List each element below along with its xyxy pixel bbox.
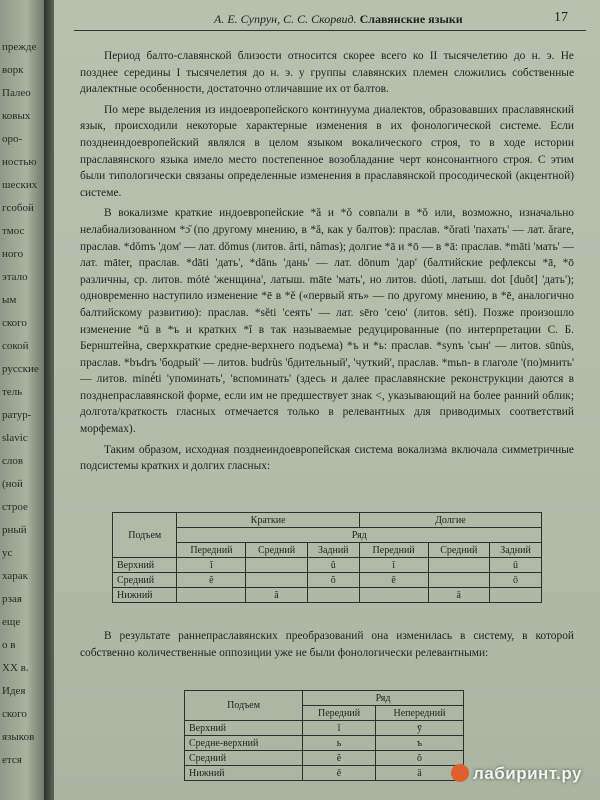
table-cell: ă [246,588,308,603]
header-authors: А. Е. Супрун, С. С. Скорвид. [214,12,357,26]
row-label: Верхний [113,558,177,573]
left-page-fragment: ного [2,248,24,260]
left-page-fragment: тмос [2,225,25,237]
table-cell [490,588,542,603]
left-page-fragment: гсобой [2,202,34,214]
table-cell [428,573,490,588]
left-page-fragment: ковых [2,110,31,122]
table-cell [246,573,308,588]
left-page-fragment: ус [2,547,13,559]
left-page-fragment: еще [2,616,21,628]
paragraph-after-table [80,628,574,661]
left-page-fragment: прежде [2,41,37,53]
table2-col: Передний [303,706,376,721]
table-cell: ě [303,766,376,781]
left-page-fragment: ется [2,754,22,766]
table1-long-header: Долгие [359,513,541,528]
left-page-fragment: этало [2,271,28,283]
left-page-fragment: Палео [2,87,31,99]
row-label: Нижний [185,766,303,781]
vowel-table-2 [184,690,464,781]
table2-ryad-header: Ряд [303,691,464,706]
paragraph-1: Период балто-славянской близости относится скорее всего ко II тысячелетию до н. э. Не позднее середины I тысячелетия до н. э. у группы славянских племен сложились собственные диалектные особенности, достаточно отличавшие их от балтов. [80,50,574,96]
left-page-fragment: slavic [2,432,28,444]
left-page-fragment: Идея [2,685,26,697]
table-row [185,721,464,736]
table-cell: ь [303,736,376,751]
left-page-fragment: ратур- [2,409,32,421]
left-page-fragment: шеских [2,179,38,191]
table-row [185,751,464,766]
paragraph-2: По мере выделения из индоевропейского континуума диалектов, образовавших праславянский язык, происходили некоторые характерные изменения в их фонологической системе. Если позднеиндоевропейский являлся в целом языком вокалического строя, то в ходе истории праславянского языка имело место постепенное возобладание черт консонантного строя. С этим были типологически связаны определенные изменения в праславянской просодической (акцентной) системе. [80,103,574,199]
table-cell: ŏ [375,751,463,766]
table-cell [359,588,428,603]
table-cell: ō [490,573,542,588]
header-title: Славянские языки [359,12,463,26]
table1-col: Передний [177,543,246,558]
left-page-fragment: рзая [2,593,22,605]
left-page-edge [0,0,44,800]
table-row [185,736,464,751]
table1-short-header: Краткие [177,513,359,528]
left-page-fragment: ского [2,708,27,720]
table-cell: ŏ [307,573,359,588]
paragraph-5: В результате раннепраславянских преобразований она изменилась в систему, в которой собственно количественные оппозиции уже не были фонологически релевантными: [80,630,574,659]
left-page-fragment: харак [2,570,28,582]
table-cell: ĕ [303,751,376,766]
table-cell [307,588,359,603]
table-cell [177,588,246,603]
main-text [80,48,574,479]
table-cell: ȳ [375,721,463,736]
table1-ryad-header: Ряд [177,528,542,543]
table-cell [428,558,490,573]
table-cell: ĕ [177,573,246,588]
left-page-fragment: о в [2,639,16,651]
table-row [113,558,542,573]
left-page-fragment: языков [2,731,35,743]
watermark-text: лабиринт.ру [473,764,582,783]
row-label: Верхний [185,721,303,736]
table-cell [246,558,308,573]
table-cell: ā [428,588,490,603]
table-cell: ē [359,573,428,588]
page-number: 17 [554,10,568,25]
table1-col: Передний [359,543,428,558]
table1-col: Задний [307,543,359,558]
book-page [54,0,600,800]
table1-col: Задний [490,543,542,558]
left-page-fragment: ым [2,294,17,306]
paragraph-4: Таким образом, исходная позднеиндоевропейская система вокализма включала симметричные подсистемы кратких и долгих гласных: [80,443,574,473]
left-page-fragment: ворк [2,64,24,76]
left-page-fragment: ского [2,317,27,329]
left-page-fragment: оро- [2,133,23,145]
row-label: Средний [185,751,303,766]
table-cell: ā [375,766,463,781]
left-page-fragment: рный [2,524,27,536]
labirint-logo-icon [451,764,469,782]
table1-podem-header: Подъем [113,513,177,558]
table2-col: Непередний [375,706,463,721]
left-page-fragment: ностью [2,156,37,168]
left-page-fragment: строе [2,501,28,513]
table-cell: ъ [375,736,463,751]
table-row [185,766,464,781]
left-page-fragment: XX в. [2,662,29,674]
table-row [113,573,542,588]
table-cell: ĭ [177,558,246,573]
book-gutter [44,0,54,800]
table-cell: ŭ [307,558,359,573]
left-page-fragment: (ной [2,478,23,490]
row-label: Средне-верхний [185,736,303,751]
vowel-table-1 [112,512,542,603]
table-row [113,588,542,603]
table2-podem-header: Подъем [185,691,303,721]
row-label: Нижний [113,588,177,603]
table-cell: ī [359,558,428,573]
left-page-fragment: тель [2,386,23,398]
table1-col: Средний [246,543,308,558]
site-watermark [451,764,582,784]
table1-col: Средний [428,543,490,558]
left-page-fragment: слов [2,455,24,467]
left-page-fragment: русские [2,363,39,375]
paragraph-3: В вокализме краткие индоевропейские *ă и *ŏ совпали в *ŏ или, возможно, изначально нелабиализованном *ɔ̆ (по другому мнению, в *ă, как у балтов): праслав. *ŏrati 'пахать' — лат. ărare, праслав. *dŏmъ 'дом' — лат. dŏmus (литов. ârti, nâmas); долгие *ā и *ō — в *ā: праслав. *māti 'мать' — лат. māter, праслав. *dāti 'дать', *dānь 'дань' — лат. dōnum 'дар' (балтийские рефлексы *ā, *ō различны, ср. литов. mótė 'женщина', латыш. māte 'мать', но литов. dúoti, латыш. dot [duôt] 'дать'); одновременно наступило изменение *ē в *ě («первый ять» — по другому мнению, в *ē, аналогично балтийскому развитию): праслав. *sěti 'сеять' — лат. sēro 'сею' (литов. sėti). Позже произошло изменение *ŭ в *ъ и кратких *ĭ в так называемые редуцированные (по интерпретации С. Б. Бернштейна, сверхкраткие средне-верхнего подъема) *ъ и *ь: праслав. *synъ 'сын' — литов. sūnùs, праслав. *bъdrъ 'бодрый' — литов. budrùs 'бдительный', 'чуткий', праслав. *mьn- в глаголе '(по)мнить' — литов. minė́ti 'упоминать', 'вспоминать' (здесь и далее праславянские реконструкции даются в позднепраславянской форме, если им не предшествует знак <, указывающий на более ранний облик; долгота/краткость гласных отмечается только в релевантных для приводимых соответствий морфемах). [80,207,574,436]
table-cell: ū [490,558,542,573]
row-label: Средний [113,573,177,588]
running-header [74,8,586,31]
table-cell: ī [303,721,376,736]
left-page-fragment: сокой [2,340,29,352]
